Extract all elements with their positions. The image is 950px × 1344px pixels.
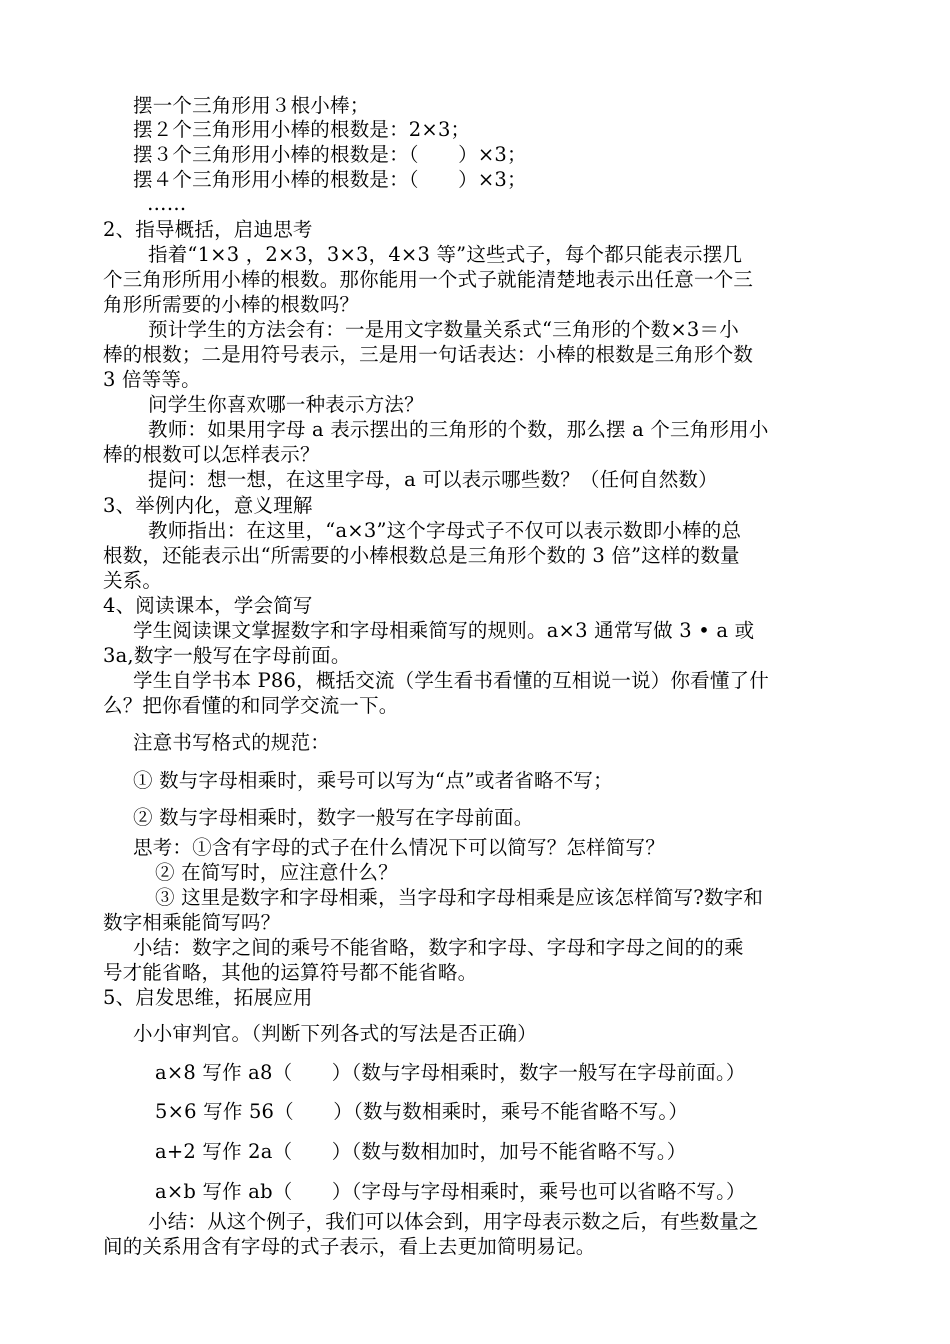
text-line: 摆４个三角形用小棒的根数是：（ ）×3；: [133, 168, 527, 191]
text-line: ……: [147, 192, 187, 215]
text-line: 号才能省略，其他的运算符号都不能省略。: [103, 961, 478, 984]
text-line: ② 在简写时，应注意什么？: [155, 861, 398, 884]
text-line: 学生自学书本 P86，概括交流（学生看书看懂的互相说一说）你看懂了什: [133, 669, 769, 692]
list-item: a×8 写作 a8（ ）（数与字母相乘时，数字一般写在字母前面。）: [155, 1061, 746, 1084]
text-line: 教师指出：在这里，“a×3”这个字母式子不仅可以表示数即小棒的总: [148, 519, 742, 542]
section-heading: 4、阅读课本，学会简写: [103, 594, 313, 617]
text-line: 么？把你看懂的和同学交流一下。: [103, 694, 399, 717]
text-line: 个三角形所用小棒的根数。那你能用一个式子就能清楚地表示出任意一个三: [103, 268, 754, 291]
section-heading: 3、举例内化，意义理解: [103, 494, 313, 517]
text-line: 注意书写格式的规范：: [133, 731, 331, 754]
text-line: ③ 这里是数字和字母相乘，当字母和字母相乘是应该怎样简写?数字和: [155, 886, 764, 909]
text-line: 3 倍等等。: [103, 368, 201, 391]
text-line: 摆２个三角形用小棒的根数是：2×3；: [133, 118, 471, 141]
text-line: 关系。: [103, 569, 163, 592]
text-line: 摆一个三角形用３根小棒；: [133, 94, 370, 117]
text-line: 3a,数字一般写在字母前面。: [103, 644, 351, 667]
text-line: 学生阅读课文掌握数字和字母相乘简写的规则。a×3 通常写做 3 • a 或: [133, 619, 755, 642]
list-item: ② 数与字母相乘时，数字一般写在字母前面。: [133, 806, 534, 829]
text-line: 小小审判官。（判断下列各式的写法是否正确）: [133, 1022, 537, 1045]
text-line: 间的关系用含有字母的式子表示，看上去更加简明易记。: [103, 1235, 596, 1258]
text-line: 棒的根数；二是用符号表示，三是用一句话表达：小棒的根数是三角形个数: [103, 343, 754, 366]
text-line: 教师：如果用字母 a 表示摆出的三角形的个数，那么摆 a 个三角形用小: [148, 418, 769, 441]
text-line: 小结：从这个例子，我们可以体会到，用字母表示数之后，有些数量之: [148, 1210, 759, 1233]
list-item: 5×6 写作 56（ ）（数与数相乘时，乘号不能省略不写。）: [155, 1100, 689, 1123]
text-line: 问学生你喜欢哪一种表示方法？: [148, 393, 424, 416]
text-line: 小结：数字之间的乘号不能省略，数字和字母、字母和字母之间的的乘: [133, 936, 744, 959]
text-line: 提问：想一想，在这里字母，a 可以表示哪些数？（任何自然数）: [148, 468, 718, 491]
text-line: 指着“1×3 ，2×3，3×3，4×3 等”这些式子，每个都只能表示摆几: [148, 243, 743, 266]
list-item: a×b 写作 ab（ ）（字母与字母相乘时，乘号也可以省略不写。）: [155, 1180, 746, 1203]
list-item: a+2 写作 2a（ ）（数与数相加时，加号不能省略不写。）: [155, 1140, 687, 1163]
text-line: 角形所需要的小棒的根数吗？: [103, 293, 360, 316]
section-heading: 2、指导概括，启迪思考: [103, 218, 313, 241]
text-line: 根数，还能表示出“所需要的小棒根数总是三角形个数的 3 倍”这样的数量: [103, 544, 740, 567]
section-heading: 5、启发思维，拓展应用: [103, 986, 313, 1009]
list-item: ① 数与字母相乘时，乘号可以写为“点”或者省略不写；: [133, 769, 613, 792]
text-line: 思考：①含有字母的式子在什么情况下可以简写？怎样简写？: [133, 836, 665, 859]
text-line: 预计学生的方法会有：一是用文字数量关系式“三角形的个数×3＝小: [148, 318, 739, 341]
text-line: 摆３个三角形用小棒的根数是：（ ）×3；: [133, 143, 527, 166]
text-line: 数字相乘能简写吗？: [103, 911, 281, 934]
text-line: 棒的根数可以怎样表示？: [103, 443, 320, 466]
